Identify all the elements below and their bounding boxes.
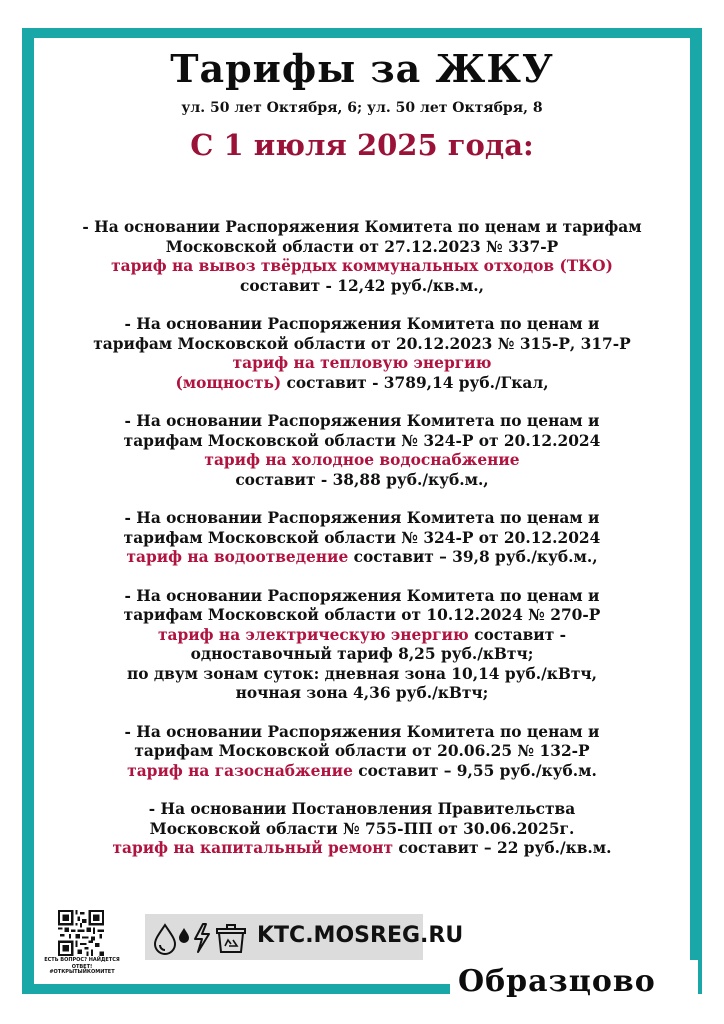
tariff-block: [40, 315, 684, 393]
tariff-line: [40, 471, 684, 491]
tariff-text: составит – 9,55 руб./куб.м.: [352, 761, 597, 780]
tariff-text: тарифам Московской области № 324-Р от 20.12.2024: [123, 528, 601, 547]
tariff-text: составит - 12,42 руб./кв.м.,: [240, 276, 484, 295]
tariff-line: [40, 742, 684, 762]
tariff-line: [40, 509, 684, 529]
tariff-line: [40, 354, 684, 374]
tariff-line: [40, 277, 684, 297]
tariff-text: составит – 22 руб./кв.м.: [393, 839, 612, 857]
qr-code[interactable]: [58, 910, 104, 956]
tariff-name: тариф на вывоз твёрдых коммунальных отходов (ТКО): [111, 257, 613, 275]
drop-small-icon: [179, 928, 189, 943]
tariff-block: [40, 412, 684, 490]
tariff-line: [40, 587, 684, 607]
ktc-logo-banner[interactable]: [145, 914, 464, 960]
qr-hashtag: #ОТКРЫТЫЙКОМИТЕТ: [49, 969, 115, 975]
tariff-line: [40, 548, 684, 568]
tariff-line: [40, 529, 684, 549]
tariff-text: - На основании Распоряжения Комитета по ценам и: [124, 509, 600, 527]
tariff-text: тарифам Московской области от 10.12.2024 № 270-Р: [123, 606, 601, 624]
tariff-text: - На основании Распоряжения Комитета по ценам и тарифам: [82, 218, 642, 236]
tariff-line: [40, 762, 684, 782]
tariff-line: [40, 684, 684, 704]
tariff-line: [40, 606, 684, 626]
tariff-line: [40, 723, 684, 743]
tariff-text: - На основании Распоряжения Комитета по ценам и: [124, 412, 600, 430]
ktc-site-label: KTC.MOSREG.RU: [257, 923, 464, 948]
address-line: ул. 50 лет Октября, 6; ул. 50 лет Октября, 8: [181, 100, 543, 116]
tariff-block: [40, 587, 684, 704]
tariff-name: тариф на холодное водоснабжение: [204, 451, 520, 469]
tariff-line: [40, 238, 684, 258]
tariff-line: [40, 665, 684, 685]
tariff-line: [40, 412, 684, 432]
tariff-block: [40, 800, 684, 859]
tariff-text: - На основании Распоряжения Комитета по ценам и: [124, 722, 600, 741]
lightning-icon: [195, 924, 209, 952]
recycle-bin-icon: [217, 925, 245, 952]
tariff-name: тариф на тепловую энергию: [232, 354, 492, 372]
tariff-text: составит – 39,8 руб./куб.м.,: [348, 548, 598, 566]
tariff-text: - На основании Распоряжения Комитета по ценам и: [124, 315, 600, 333]
tariff-text: Московской области от 27.12.2023 № 337-Р: [165, 237, 559, 256]
qr-caption: ЕСТЬ ВОПРОС? НАЙДЕТСЯ ОТВЕТ!: [44, 957, 120, 970]
tariff-block: [40, 218, 684, 296]
tariff-text: - На основании Постановления Правительства: [148, 800, 576, 818]
locality-name: Образцово: [458, 964, 656, 999]
tariff-line: [40, 800, 684, 820]
tariff-text: по двум зонам суток: дневная зона 10,14 руб./кВтч,: [126, 664, 597, 683]
tariff-line: [40, 335, 684, 355]
locality-label-box: [450, 960, 698, 1010]
tariff-text: одноставочный тариф 8,25 руб./кВтч;: [190, 645, 534, 663]
tariff-line: [40, 432, 684, 452]
tariff-name: тариф на водоотведение: [126, 548, 349, 566]
tariff-text: тарифам Московской области от 20.06.25 № 132-Р: [134, 742, 590, 760]
tariff-block: [40, 509, 684, 568]
effective-date: С 1 июля 2025 года:: [190, 128, 534, 162]
tariff-line: [40, 839, 684, 859]
tariff-block: [40, 723, 684, 782]
tariff-text: тарифам Московской области № 324-Р от 20.12.2024: [123, 431, 601, 450]
tariff-text: составит -: [468, 625, 566, 644]
utility-icons: [149, 920, 253, 956]
tariff-name: тариф на газоснабжение: [127, 761, 353, 780]
tariff-line: [40, 820, 684, 840]
tariff-text: тарифам Московской области от 20.12.2023 № 315-Р, 317-Р: [93, 334, 631, 353]
tariff-text: составит - 38,88 руб./куб.м.,: [235, 470, 489, 489]
tariff-line: [40, 218, 684, 238]
tariff-name: тариф на капитальный ремонт: [112, 839, 394, 857]
tariff-text: Московской области № 755-ПП от 30.06.2025г.: [149, 819, 575, 838]
tariff-list: [40, 218, 684, 878]
tariff-line: [40, 374, 684, 394]
tariff-line: [40, 645, 684, 665]
tariff-name: (мощность): [175, 373, 282, 392]
tariff-text: - На основании Распоряжения Комитета по ценам и: [124, 586, 600, 605]
tariff-line: [40, 451, 684, 471]
tariff-name: тариф на электрическую энергию: [158, 625, 469, 644]
tariff-line: [40, 257, 684, 277]
tariff-text: ночная зона 4,36 руб./кВтч;: [235, 684, 489, 702]
tariff-line: [40, 315, 684, 335]
tariff-text: составит - 3789,14 руб./Гкал,: [281, 373, 549, 392]
poster-title: Тарифы за ЖКУ: [170, 46, 554, 91]
water-drop-icon: [155, 925, 175, 954]
tariff-line: [40, 626, 684, 646]
